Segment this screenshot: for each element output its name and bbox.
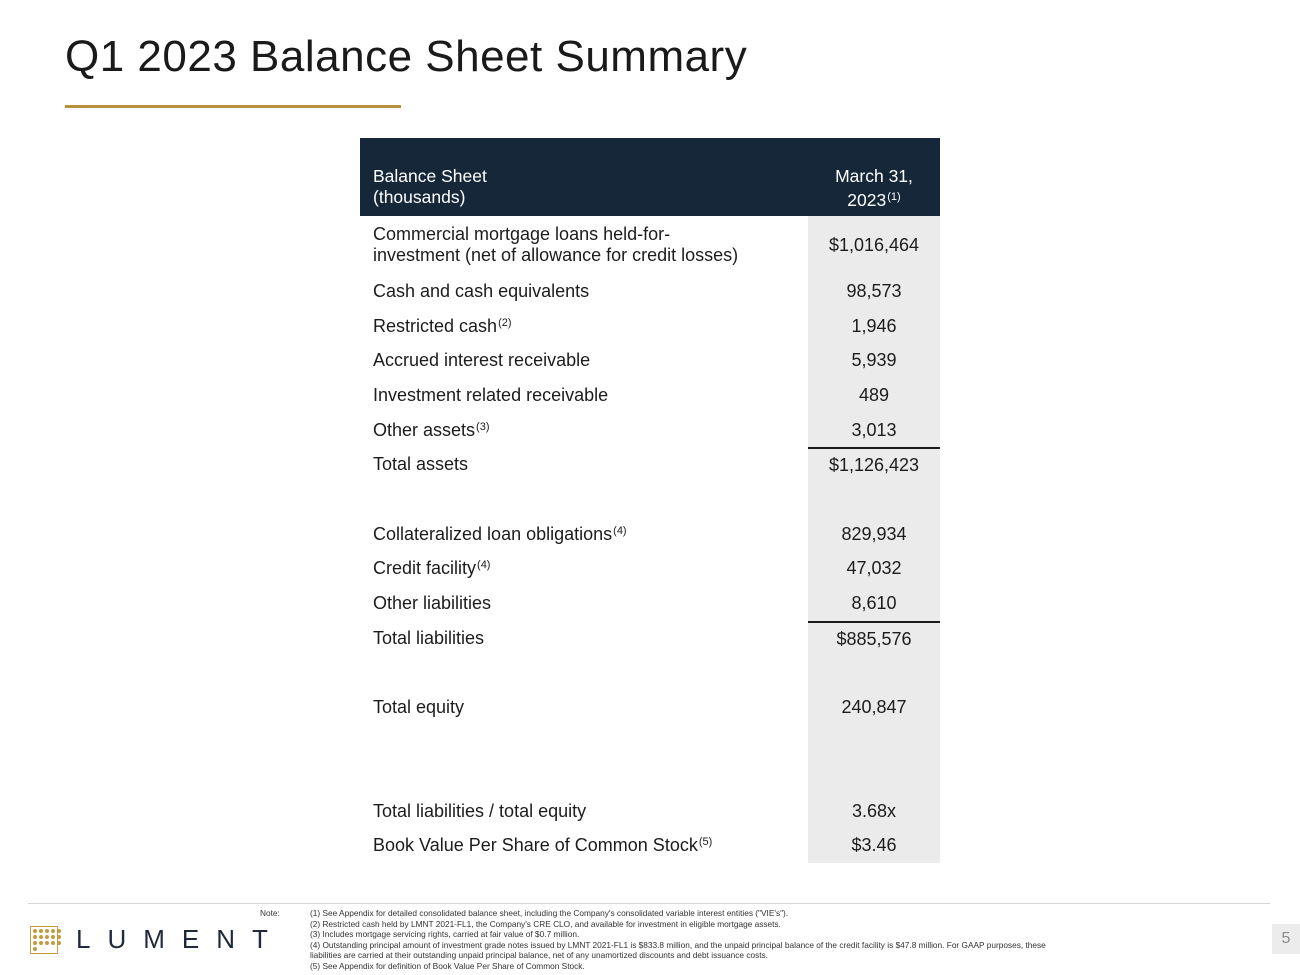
- title-underline: [65, 105, 401, 108]
- table-row-cash: [360, 274, 940, 309]
- header-label: [360, 138, 808, 216]
- row-value: 240,847: [808, 690, 940, 725]
- table-row-investment-receivable: [360, 378, 940, 413]
- footnote-ref: (3): [476, 420, 490, 433]
- row-value: 1,946: [808, 309, 940, 344]
- table-row-credit-facility: [360, 552, 940, 587]
- row-value: 489: [808, 378, 940, 413]
- row-label: Commercial mortgage loans held-for- investment (net of allowance for credit losses): [373, 224, 739, 265]
- logo-wordmark: LUMENT: [76, 924, 285, 954]
- row-label: Accrued interest receivable: [373, 350, 591, 371]
- table-row-total-liabilities: [360, 621, 940, 656]
- row-value: $1,126,423: [808, 447, 940, 482]
- footnote-ref: (4): [613, 524, 627, 537]
- row-label: Total equity: [373, 697, 465, 718]
- table-row-accrued-interest: [360, 343, 940, 378]
- table-row-restricted-cash: [360, 309, 940, 344]
- table-spacer-row: [360, 656, 940, 691]
- table-row-book-value: [360, 829, 940, 864]
- row-value: 47,032: [808, 552, 940, 587]
- footnote-4: (4) Outstanding principal amount of investment grade notes issued by LMNT 2021-FL1 is $833.8 million, and the unpaid principal balance of the credit facility is $47.8 million. For GAAP purposes, these: [310, 939, 1046, 950]
- row-value: 829,934: [808, 517, 940, 552]
- table-row-total-equity: [360, 690, 940, 725]
- footnote-1: (1) See Appendix for detailed consolidated balance sheet, including the Company's consolidated variable interest entities ("VIE's").: [310, 908, 789, 918]
- table-header: [360, 138, 940, 216]
- table-row-leverage: [360, 794, 940, 829]
- row-value: 8,610: [808, 586, 940, 621]
- page-title: Q1 2023 Balance Sheet Summary: [65, 32, 748, 81]
- row-value: 98,573: [808, 274, 940, 309]
- row-value: 5,939: [808, 343, 940, 378]
- header-date-line1: March 31,: [835, 166, 913, 186]
- row-label: Other liabilities: [373, 593, 492, 614]
- row-label: Cash and cash equivalents: [373, 280, 590, 301]
- note-label: Note:: [260, 908, 280, 918]
- footnotes: [310, 908, 1210, 971]
- row-label: Book Value Per Share of Common Stock$^{(5)}$: [373, 835, 713, 856]
- row-value: $3.46: [808, 829, 940, 864]
- table-spacer-row: [360, 482, 940, 517]
- footnote-ref: (2): [498, 316, 512, 329]
- header-label-line2: (thousands): [373, 187, 466, 207]
- header-label-line1: Balance Sheet: [373, 166, 487, 186]
- row-label: Total liabilities: [373, 627, 485, 648]
- row-value: 3,013: [808, 413, 940, 448]
- footnote-ref: (1): [887, 191, 901, 203]
- footnote-3: (3) Includes mortgage servicing rights, carried at fair value of $0.7 million.: [310, 929, 580, 939]
- row-label: Credit facility$^{(4)}$: [373, 558, 491, 579]
- row-label: Investment related receivable: [373, 384, 609, 405]
- table-row-other-liabilities: [360, 586, 940, 621]
- table-row-other-assets: [360, 413, 940, 448]
- footer-divider: [28, 903, 1270, 904]
- page-number: 5: [1272, 924, 1300, 954]
- lument-logo: [30, 924, 285, 955]
- footnote-4-cont: liabilities are carried at their outstanding unpaid principal balance, net of any unamortized discounts and debt issuance costs.: [310, 950, 768, 960]
- row-label: Total assets: [373, 454, 469, 475]
- table-row-total-assets: [360, 447, 940, 482]
- table-row-clo: [360, 517, 940, 552]
- footnote-2: (2) Restricted cash held by LMNT 2021-FL1, the Company's CRE CLO, and available for investment in eligible mortgage assets.: [310, 918, 781, 929]
- header-date-line2: 2023$^{(1)}$: [847, 190, 901, 210]
- footnote-5: (5) See Appendix for definition of Book Value Per Share of Common Stock.: [310, 960, 585, 971]
- header-date: [808, 138, 940, 216]
- row-value: $1,016,464: [808, 216, 940, 274]
- balance-sheet-table: [360, 138, 940, 863]
- footnote-ref: (4): [477, 559, 491, 572]
- table-spacer-row: [360, 725, 940, 794]
- row-label: Restricted cash$^{(2)}$: [373, 315, 512, 336]
- logo-dot-grid-icon: [30, 926, 58, 954]
- row-label: Collateralized loan obligations$^{(4)}$: [373, 523, 627, 544]
- row-label: Other assets$^{(3)}$: [373, 419, 490, 440]
- table-row-commercial-loans: [360, 216, 940, 274]
- row-value: $885,576: [808, 621, 940, 656]
- row-value: 3.68x: [808, 794, 940, 829]
- footnote-ref: (5): [698, 836, 713, 849]
- row-label: Total liabilities / total equity: [373, 800, 587, 821]
